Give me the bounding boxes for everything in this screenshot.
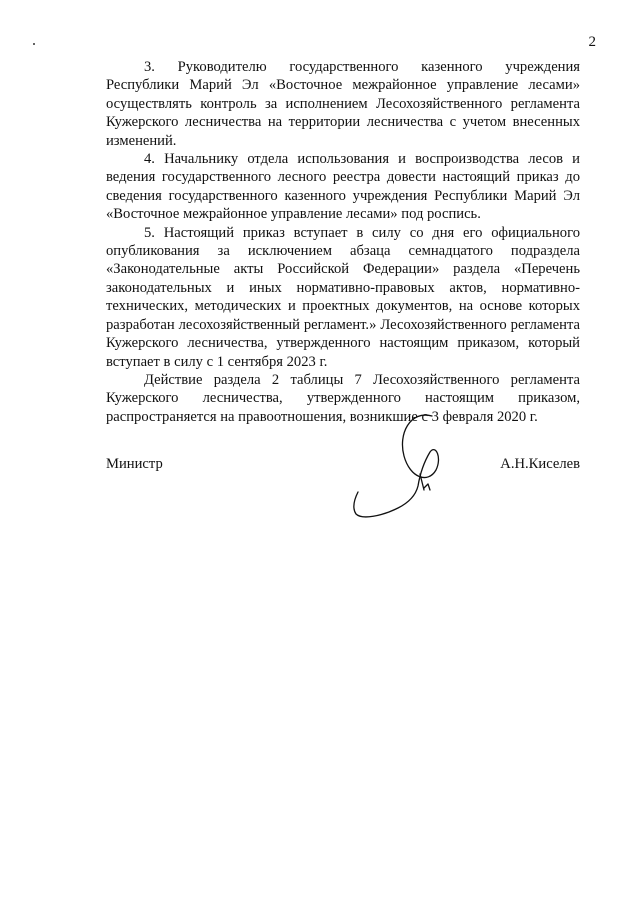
- signature-block: [106, 452, 580, 542]
- signer-name: А.Н.Киселев: [500, 456, 580, 472]
- handwritten-signature-icon: [340, 404, 470, 534]
- paragraph-validity-note: Действие раздела 2 таблицы 7 Лесохозяйственного регламента Кужерского лесничества, утвержденного настоящим приказом, распространяется на правоотношения, возникшие с 3 февраля 2020 г.: [106, 371, 580, 425]
- paragraph-item-3: 3. Руководителю государственного казенного учреждения Республики Марий Эл «Восточное межрайонное управление лесами» осуществлять контроль за исполнением Лесохозяйственного регламента Кужерского лесничества на территории лесничества с учетом внесенных изменений.: [106, 59, 580, 149]
- signer-title: Министр: [106, 456, 163, 472]
- scan-speck: [33, 43, 35, 45]
- document-body: [106, 58, 580, 426]
- page-number: 2: [588, 34, 596, 50]
- paragraph-item-4: 4. Начальнику отдела использования и воспроизводства лесов и ведения государственного лесного реестра довести настоящий приказ до сведения государственного казенного учреждения Республики Марий Эл «Восточное межрайонное управление лесами» под роспись.: [106, 151, 580, 223]
- paragraph-item-5: 5. Настоящий приказ вступает в силу со дня его официального опубликования за исключением абзаца семнадцатого подраздела «Законодательные акты Российской Федерации» раздела «Перечень законодательных и иных нормативно-правовых актов, нормативно-технических, методических и проектных документов, на основе которых разработан лесохозяйственный регламент.» Лесохозяйственного регламента Кужерского лесничества, утвержденного настоящим приказом, который вступает в силу с 1 сентября 2023 г.: [106, 224, 580, 370]
